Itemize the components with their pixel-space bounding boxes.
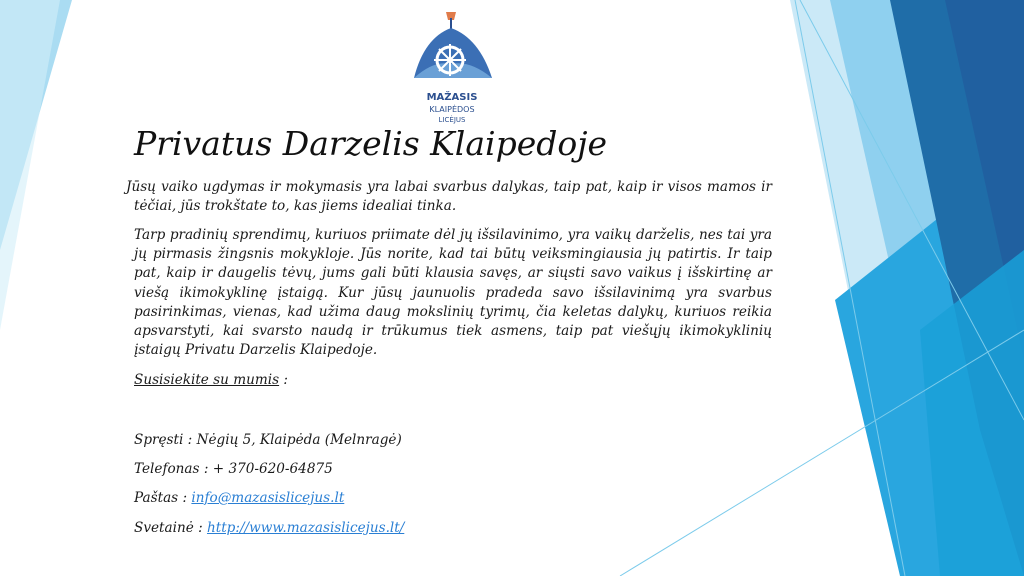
intro-paragraph: Jūsų vaiko ugdymas ir mokymasis yra labai svarbus dalykas, taip pat, kaip ir visos mamos ir tėčiai, jūs trokštate to, kas jiems idealiai tinka. — [126, 179, 772, 215]
contact-heading: Susisiekite su mumis — [134, 372, 280, 388]
email-link[interactable]: info@mazasislicejus.lt — [191, 490, 345, 506]
logo-text-3: LICĖJUS — [438, 116, 466, 124]
phone-value: + 370-620-64875 — [212, 461, 333, 477]
address-value: Nėgių 5, Klaipėda (Melnragė) — [196, 432, 402, 448]
address-line — [134, 432, 402, 448]
school-logo — [404, 8, 500, 126]
email-label: Paštas : — [134, 490, 192, 506]
page-title: Privatus Darzelis Klaipedoje — [134, 124, 607, 163]
website-label: Svetainė : — [134, 520, 207, 536]
logo-text-1: MAŽASIS — [426, 92, 478, 103]
logo-text-2: KLAIPĖDOS — [429, 105, 475, 114]
contact-heading-colon: : — [279, 372, 288, 388]
email-line — [134, 490, 344, 506]
phone-line — [134, 461, 333, 477]
left-accent-shape-2 — [0, 0, 60, 330]
website-link[interactable]: http://www.mazasislicejus.lt/ — [206, 520, 405, 536]
contact-heading-line — [134, 372, 288, 388]
website-line — [134, 520, 404, 536]
phone-label: Telefonas : — [134, 461, 213, 477]
body-paragraph: Tarp pradinių sprendimų, kuriuos priimate dėl jų išsilavinimo, yra vaikų darželis, nes tai yra jų pirmasis žingsnis mokykloje. Jūs norite, kad tai būtų veiksmingiausia jų patirtis. Ir taip pat, kaip ir daugelis tėvų, jums gali būti klausia savęs, ar siųsti savo vaikus į išskirtinę ar viešą ikimokyklinę įstaigą. Kur jūsų jaunuolis pradeda savo išsilavinimą yra svarbus pasirinkimas, vienas, kad užima daug mokslinių tyrimų, čia keletas dalykų, kuriuos reikia apsvarstyti, kai svarsto naudą ir trūkumus tiek asmens, taip pat viešųjų ikimokyklinių įstaigų Privatu Darzelis Klaipedoje. — [134, 227, 772, 359]
address-label: Spręsti : — [134, 432, 197, 448]
